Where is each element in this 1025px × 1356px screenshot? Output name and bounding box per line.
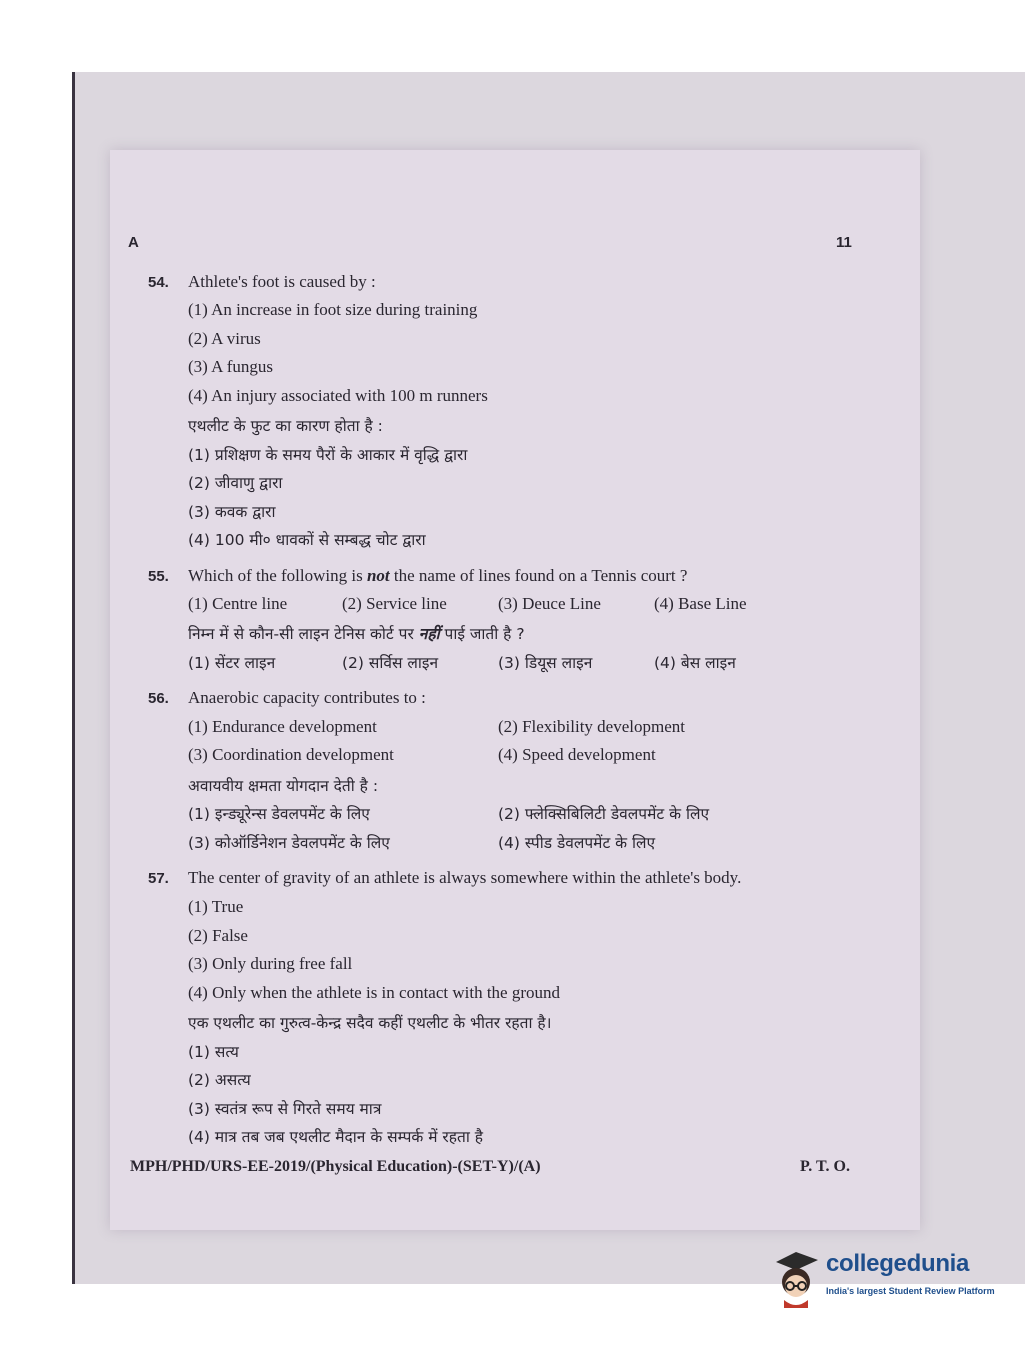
question-text-hi: निम्न में से कौन-सी लाइन टेनिस कोर्ट पर नहीं पाई जाती है ? xyxy=(188,625,525,643)
logo-wordmark: collegedunia xyxy=(826,1250,970,1277)
question-text-en: Which of the following is not the name of lines found on a Tennis court ? xyxy=(188,566,688,585)
question-text-hi: अवायवीय क्षमता योगदान देती है : xyxy=(188,777,379,795)
student-mascot-icon xyxy=(766,1248,824,1310)
collegedunia-logo xyxy=(766,1248,996,1318)
option-hi: (1) इन्ड्यूरेन्स डेवलपमेंट के लिए xyxy=(188,805,370,823)
option-en: (2) A virus xyxy=(188,329,261,348)
option-en: (2) Flexibility development xyxy=(498,717,685,736)
question-text-hi: एक एथलीट का गुरुत्व-केन्द्र सदैव कहीं एथलीट के भीतर रहता है। xyxy=(188,1014,552,1032)
option-en: (4) Only when the athlete is in contact with the ground xyxy=(188,983,561,1002)
option-en: (1) An increase in foot size during training xyxy=(188,300,478,319)
option-hi: (3) कवक द्वारा xyxy=(188,503,276,521)
paper-code: MPH/PHD/URS-EE-2019/(Physical Education)-(SET-Y)/(A) xyxy=(130,1158,541,1175)
option-hi: (3) डियूस लाइन xyxy=(498,654,593,672)
option-hi: (1) सेंटर लाइन xyxy=(188,654,276,672)
option-hi: (3) स्वतंत्र रूप से गिरते समय मात्र xyxy=(188,1100,382,1118)
option-hi: (4) 100 मी० धावकों से सम्बद्ध चोट द्वारा xyxy=(188,531,426,549)
scan-edge xyxy=(72,72,75,1284)
question-text-hi: एथलीट के फुट का कारण होता है : xyxy=(188,417,383,435)
emphasis-not: not xyxy=(366,566,390,585)
option-en: (3) Deuce Line xyxy=(498,594,601,613)
emphasis-nahin: नहीं xyxy=(418,625,440,643)
option-hi: (4) मात्र तब जब एथलीट मैदान के सम्पर्क में रहता है xyxy=(188,1128,483,1146)
option-en: (4) Speed development xyxy=(498,745,656,764)
option-hi: (2) असत्य xyxy=(188,1071,251,1089)
option-en: (3) Coordination development xyxy=(188,745,394,764)
option-en: (1) True xyxy=(188,897,244,916)
option-hi: (4) स्पीड डेवलपमेंट के लिए xyxy=(498,834,656,852)
option-en: (2) Service line xyxy=(342,594,447,613)
question-number: 55. xyxy=(148,568,169,585)
option-en: (1) Centre line xyxy=(188,594,288,613)
option-hi: (1) सत्य xyxy=(188,1043,239,1061)
option-en: (3) Only during free fall xyxy=(188,954,353,973)
option-en: (2) False xyxy=(188,926,248,945)
option-en: (1) Endurance development xyxy=(188,717,377,736)
option-hi: (3) कोऑर्डिनेशन डेवलपमेंट के लिए xyxy=(188,834,390,852)
option-hi: (1) प्रशिक्षण के समय पैरों के आकार में वृद्धि द्वारा xyxy=(188,446,468,464)
question-text-en: Anaerobic capacity contributes to : xyxy=(188,688,426,707)
question-number: 54. xyxy=(148,274,169,291)
option-hi: (4) बेस लाइन xyxy=(654,654,736,672)
page-number: 11 xyxy=(836,234,852,251)
option-hi: (2) फ्लेक्सिबिलिटी डेवलपमेंट के लिए xyxy=(498,805,710,823)
logo-tagline: India's largest Student Review Platform xyxy=(826,1286,995,1296)
set-letter: A xyxy=(128,234,139,251)
option-en: (4) An injury associated with 100 m runners xyxy=(188,386,488,405)
option-hi: (2) जीवाणु द्वारा xyxy=(188,474,283,492)
pto-label: P. T. O. xyxy=(800,1158,850,1175)
option-en: (4) Base Line xyxy=(654,594,747,613)
question-number: 57. xyxy=(148,870,169,887)
question-number: 56. xyxy=(148,690,169,707)
option-en: (3) A fungus xyxy=(188,357,273,376)
option-hi: (2) सर्विस लाइन xyxy=(342,654,439,672)
question-text-en: The center of gravity of an athlete is always somewhere within the athlete's body. xyxy=(188,868,742,887)
question-text-en: Athlete's foot is caused by : xyxy=(188,272,376,291)
